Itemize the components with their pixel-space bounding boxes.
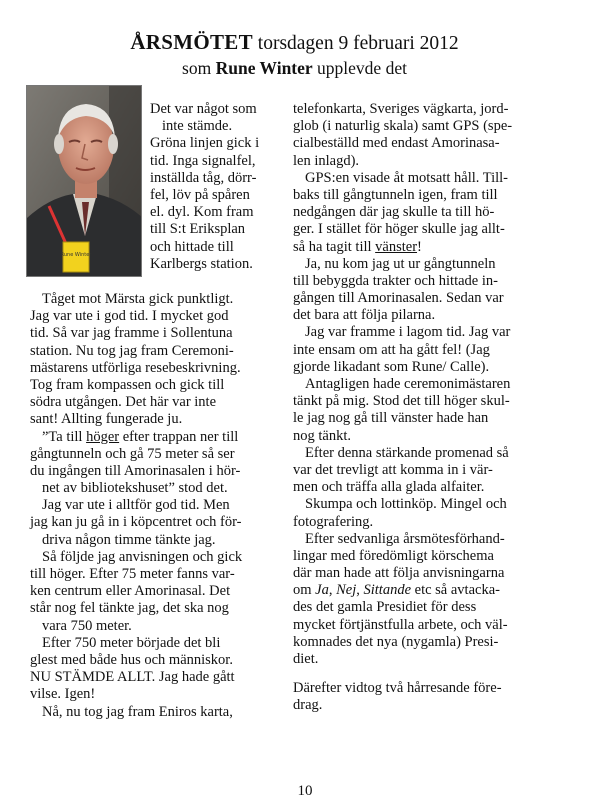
text-span: ”Ta till <box>42 428 87 445</box>
text-line: Det var något som <box>150 101 257 117</box>
underlined-word: höger <box>86 428 120 445</box>
text-line: cialbeställd med endast Amorinasa- <box>293 135 500 152</box>
author-name: Rune Winter <box>215 58 313 78</box>
text-line: jag kan ju gå in i köpcentret och för- <box>30 514 242 531</box>
text-line: och hittade till <box>150 238 234 255</box>
text-line: glest med både hus och människor. <box>30 651 233 668</box>
text-line: diet. <box>293 651 319 667</box>
text-line: vara 750 meter. <box>42 617 132 634</box>
text-line: des det gamla Presidiet för dess <box>293 599 477 616</box>
text-line: Skumpa och lottinköp. Mingel och <box>305 496 507 513</box>
text-line: le jag nog gå till vänster hade han <box>293 410 489 427</box>
text-line: telefonkarta, Sveriges vägkarta, jord- <box>293 101 509 117</box>
text-line: mycket förtjänstfulla arbete, och väl- <box>293 616 508 633</box>
text-line: driva någon timme tänkte jag. <box>42 531 216 548</box>
italic-word: Nej <box>336 582 357 599</box>
text-line: len inlagd). <box>293 152 360 169</box>
text-line <box>30 429 242 446</box>
underlined-word: vänster <box>375 238 418 255</box>
column-left-top <box>150 101 259 273</box>
italic-word: Sittande <box>363 582 412 599</box>
text-line: till bebyggda trakter och hittade in- <box>293 272 498 289</box>
italic-word: Ja <box>315 582 329 599</box>
text-line: drag. <box>293 697 323 714</box>
text-line: till höger. Efter 75 meter fanns var- <box>30 566 235 582</box>
text-line <box>293 239 512 256</box>
text-span: ! <box>417 238 422 255</box>
text-line: Karlbergs station. <box>150 255 253 272</box>
text-span: , <box>356 582 364 599</box>
article-title <box>0 30 589 56</box>
text-line: Därefter vidtog två hårresande före- <box>293 680 502 697</box>
text-line: net av bibliotekshuset” stod det. <box>42 480 228 497</box>
text-line: tid. Så var jag framme i Sollentuna <box>30 325 233 342</box>
text-span: efter trappan ner till <box>119 428 239 445</box>
text-line: till S:t Eriksplan <box>150 221 246 238</box>
column-left <box>30 291 242 721</box>
text-line: fel, löv på spåren <box>150 186 250 203</box>
text-line: vilse. Igen! <box>30 686 96 703</box>
text-line: mästarens utförliga resebeskrivning. <box>30 359 241 376</box>
text-line: Jag var ute i alltför god tid. Men <box>42 497 230 514</box>
text-line: station. Nu tog jag fram Ceremoni- <box>30 342 234 359</box>
text-line: baks till gångtunneln igen, fram till <box>293 186 498 203</box>
title-main: ÅRSMÖTET <box>130 30 253 54</box>
badge-text: Rune Winter <box>60 252 92 258</box>
text-line: inställda tåg, dörr- <box>150 169 257 186</box>
text-span: etc så avtacka- <box>411 582 500 599</box>
text-line: Ja, nu kom jag ut ur gångtunneln <box>305 255 496 272</box>
text-line: el. dyl. Kom fram <box>150 204 254 221</box>
text-line: Gröna linjen gick i <box>150 135 260 152</box>
text-line: Tog fram kompassen och gick till <box>30 376 225 393</box>
text-line: det bara att följa pilarna. <box>293 307 436 324</box>
text-line: NU STÄMDE ALLT. Jag hade gått <box>30 669 235 686</box>
text-line: ger. I stället för höger skulle jag allt- <box>293 221 505 238</box>
page-number: 10 <box>297 783 313 799</box>
portrait-image <box>27 86 142 277</box>
text-line: Efter denna stärkande promenad så <box>305 444 509 461</box>
text-line: Så följde jag anvisningen och gick <box>42 548 243 565</box>
paragraph-gap <box>293 668 512 680</box>
text-line: Nå, nu tog jag fram Eniros karta, <box>42 703 233 720</box>
article-subtitle <box>0 57 589 79</box>
text-line: Efter sedvanliga årsmötesförhand- <box>305 530 505 547</box>
subtitle-pre: som <box>182 58 212 78</box>
text-line <box>293 582 512 599</box>
text-line: inte stämde. <box>162 118 233 135</box>
text-line: ken centrum eller Amorinasal. Det <box>30 583 231 600</box>
text-span: om <box>293 582 316 599</box>
column-right <box>293 101 512 715</box>
title-date: torsdagen 9 februari 2012 <box>257 33 459 54</box>
text-line: Jag var ute i god tid. I mycket god <box>30 308 229 325</box>
text-line: fotografering. <box>293 513 374 530</box>
text-line: där man hade att följa anvisningarna <box>293 565 505 582</box>
text-line: gjorde likadant som Rune/ Calle). <box>293 358 490 375</box>
text-span: , <box>328 582 337 599</box>
text-line: tänkt på mig. Stod det till höger skul- <box>293 393 510 410</box>
author-photo <box>26 85 142 277</box>
text-line: tid. Inga signalfel, <box>150 152 256 169</box>
text-line: nog tänkt. <box>293 427 351 444</box>
text-line: nedgången där jag skulle ta till hö- <box>293 204 495 221</box>
text-line: står nog fel tänkte jag, det ska nog <box>30 600 229 617</box>
text-line: gångtunneln och gå 75 meter så ser <box>30 445 235 462</box>
text-line: komnades det nya (nygamla) Presi- <box>293 633 499 650</box>
text-line: södra utgången. Det här var inte <box>30 394 217 411</box>
text-line: lingar med föredömligt körschema <box>293 547 494 564</box>
text-line: GPS:en visade åt motsatt håll. Till- <box>305 169 509 186</box>
text-line: Antagligen hade ceremonimästaren <box>305 376 511 392</box>
text-line: gången till Amorinasalen. Sedan var <box>293 290 504 307</box>
text-span: så ha tagit till <box>293 238 376 255</box>
text-line: Tåget mot Märsta gick punktligt. <box>42 291 234 307</box>
text-line: glob (i naturlig skala) samt GPS (spe- <box>293 118 513 135</box>
text-line: du ingången till Amorinasalen i hör- <box>30 462 241 479</box>
text-line: men och träffa alla glada alfaiter. <box>293 479 485 496</box>
subtitle-post: upplevde det <box>317 58 407 78</box>
text-line: Jag var framme i lagom tid. Jag var <box>305 324 511 341</box>
text-line: Efter 750 meter började det bli <box>42 634 221 651</box>
text-line: inte ensam om att ha gått fel! (Jag <box>293 341 490 358</box>
text-line: var det trevligt att komma in i vär- <box>293 461 493 478</box>
text-line: sant! Allting fungerade ju. <box>30 411 183 428</box>
